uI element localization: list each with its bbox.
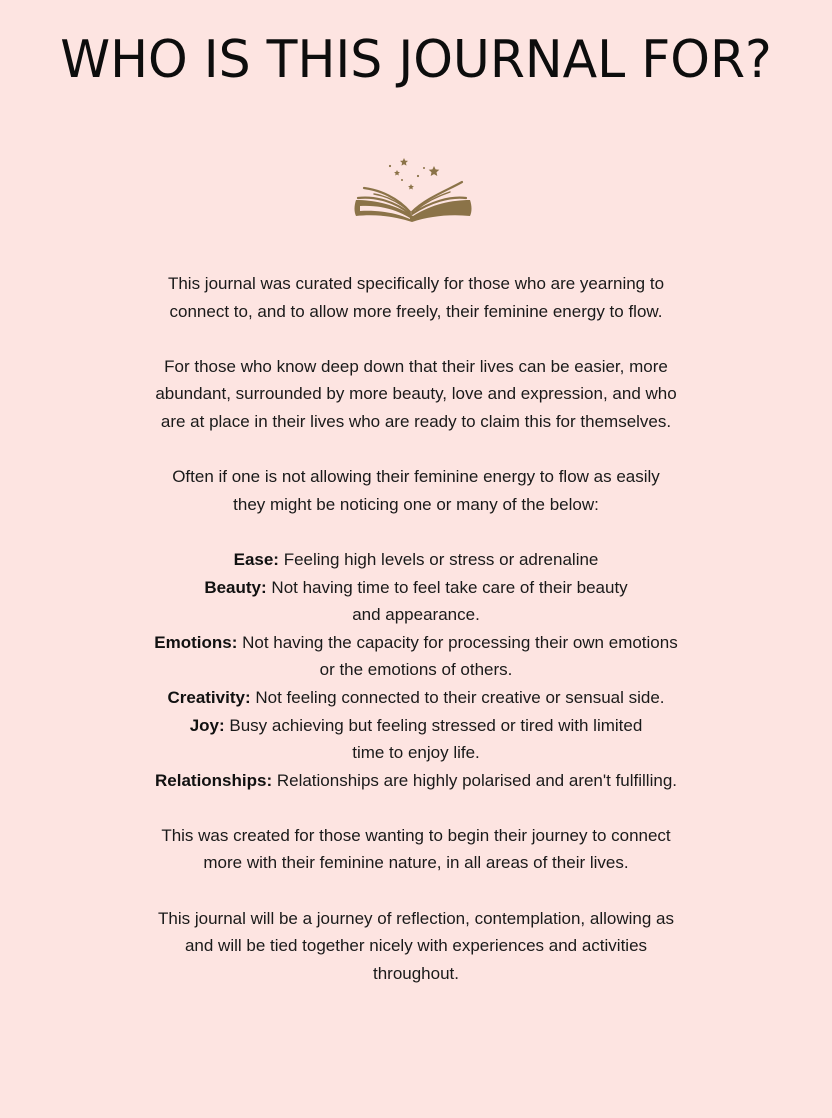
list-item-creativity <box>86 684 746 712</box>
list-label-beauty: Beauty: <box>204 577 267 597</box>
know-line-2: abundant, surrounded by more beauty, love and expression, and who <box>155 384 677 404</box>
list-label-creativity: Creativity: <box>167 687 251 707</box>
list-text-relationships: Relationships are highly polarised and aren't fulfilling. <box>272 770 677 790</box>
reflection-line-2: and will be tied together nicely with experiences and activities <box>184 936 648 956</box>
intro-line-1: This journal was curated specifically for those who are yearning to <box>167 274 665 293</box>
list-text-creativity: Not feeling connected to their creative or sensual side. <box>250 687 665 707</box>
list-item-joy <box>86 712 746 767</box>
reflection-paragraph <box>86 905 746 988</box>
list-item-beauty <box>86 574 746 629</box>
know-line-1: For those who know deep down that their lives can be easier, more <box>164 356 668 376</box>
list-item-emotions <box>86 629 746 684</box>
list-item-relationships <box>86 767 746 795</box>
know-line-3: are at place in their lives who are ready to claim this for themselves. <box>160 411 672 431</box>
page-title: WHO IS THIS JOURNAL FOR? <box>60 30 772 90</box>
often-paragraph <box>86 463 746 518</box>
list-label-ease: Ease: <box>233 549 279 569</box>
list-text-beauty: Not having time to feel take care of their beauty <box>266 577 628 597</box>
created-line-2: more with their feminine nature, in all areas of their lives. <box>203 853 629 873</box>
intro-line-2: connect to, and to allow more freely, their feminine energy to flow. <box>169 301 663 321</box>
symptom-list <box>86 546 746 794</box>
know-paragraph <box>86 353 746 436</box>
often-line-2: they might be noticing one or many of the below: <box>233 494 599 514</box>
list-text-emotions: Not having the capacity for processing their own emotions <box>237 632 678 652</box>
created-paragraph <box>86 822 746 877</box>
list-item-ease <box>86 546 746 574</box>
often-line-1: Often if one is not allowing their feminine energy to flow as easily <box>172 467 660 487</box>
list-label-relationships: Relationships: <box>155 770 273 790</box>
list-text-joy-cont: time to enjoy life. <box>352 743 480 763</box>
intro-paragraph <box>86 270 746 325</box>
list-label-joy: Joy: <box>189 715 225 735</box>
list-label-emotions: Emotions: <box>154 632 238 652</box>
open-book-with-stars-icon <box>350 154 476 224</box>
reflection-line-1: This journal will be a journey of reflection, contemplation, allowing as <box>158 908 674 928</box>
list-text-joy: Busy achieving but feeling stressed or tired with limited <box>224 715 643 735</box>
reflection-line-3: throughout. <box>372 963 459 983</box>
list-text-emotions-cont: or the emotions of others. <box>319 660 513 680</box>
created-line-1: This was created for those wanting to begin their journey to connect <box>161 825 671 845</box>
list-text-ease: Feeling high levels or stress or adrenaline <box>278 549 599 569</box>
body-text <box>86 270 746 1015</box>
list-text-beauty-cont: and appearance. <box>352 605 480 625</box>
